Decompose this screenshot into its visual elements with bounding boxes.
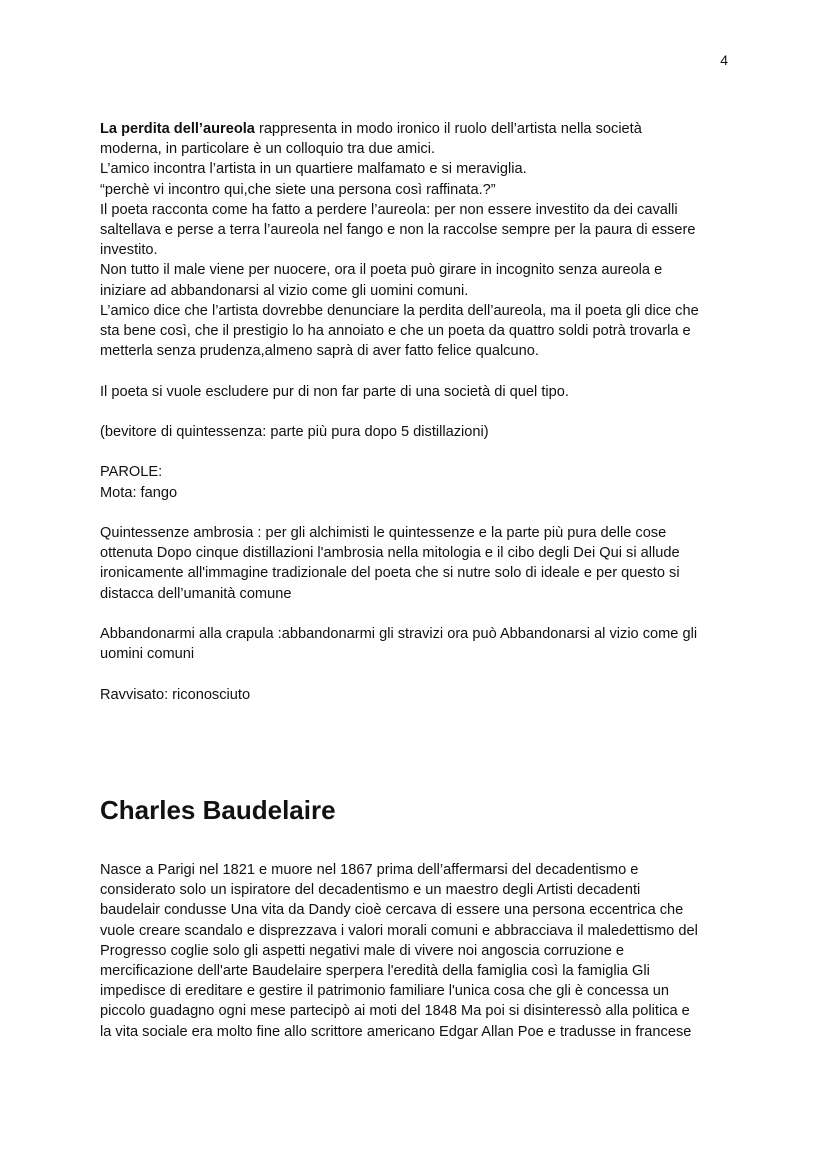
paragraph-line: la vita sociale era molto fine allo scrittore americano Edgar Allan Poe e tradusse in francese	[100, 1023, 692, 1040]
bold-title: La perdita dell’aureola	[100, 121, 255, 137]
section-heading: Charles Baudelaire	[100, 795, 336, 825]
paragraph-line: Ravvisato: riconosciuto	[100, 686, 251, 703]
paragraph-line: L’amico incontra l’artista in un quartiere malfamato e si meraviglia.	[100, 161, 527, 178]
paragraph-line: sta bene così, che il prestigio lo ha annoiato e che un poeta da quattro soldi potrà trovarla e	[100, 323, 691, 340]
paragraph-line: Non tutto il male viene per nuocere, ora il poeta può girare in incognito senza aureola e	[100, 262, 663, 279]
paragraph-line: Quintessenze ambrosia : per gli alchimisti le quintessenze e la parte più pura delle cose	[100, 525, 667, 541]
paragraph-line: ottenuta Dopo cinque distillazioni l'ambrosia nella mitologia e il cibo degli Dei Qui si allude	[100, 545, 680, 562]
paragraph-crapula	[100, 624, 740, 664]
paragraph-line: piccolo guadagno ogni mese partecipò ai moti del 1848 Ma poi si disinteressò alla politica e	[100, 1003, 690, 1020]
intro-text: rappresenta in modo ironico il ruolo dell’artista nella società	[254, 121, 642, 137]
paragraph-note	[100, 422, 740, 442]
paragraph-line: moderna, in particolare è un colloquio tra due amici.	[100, 141, 436, 158]
paragraph-line: “perchè vi incontro qui,che siete una persona così raffinata.?”	[100, 181, 496, 198]
paragraph-line: distacca dell’umanità comune	[100, 585, 292, 602]
paragraph-line: Abbandonarmi alla crapula :abbandonarmi gli stravizi ora può Abbandonarsi al vizio come gli	[100, 626, 698, 642]
paragraph-line: saltellava e perse a terra l’aureola nel fango e non la raccolse sempre per la paura di essere	[100, 222, 696, 239]
paragraph-line: investito.	[100, 242, 158, 259]
paragraph-line: (bevitore di quintessenza: parte più pura dopo 5 distillazioni)	[100, 424, 489, 441]
paragraph-intro	[100, 119, 740, 361]
paragraph-line: impedisce di ereditare e gestire il patrimonio familiare l'unica cosa che gli è concessa un	[100, 983, 669, 1000]
word-list-heading: PAROLE:	[100, 464, 163, 481]
paragraph-line: L’amico dice che l’artista dovrebbe denunciare la perdita dell’aureola, ma il poeta gli dice che	[100, 302, 699, 319]
paragraph-quintessenze	[100, 523, 740, 604]
paragraph-line: Il poeta si vuole escludere pur di non far parte di una società di quel tipo.	[100, 383, 569, 400]
paragraph-line: baudelair condusse Una vita da Dandy cioè cercava di essere una persona eccentrica che	[100, 902, 684, 919]
paragraph-line: mercificazione dell'arte Baudelaire sperpera l'eredità della famiglia così la famiglia Gli	[100, 963, 650, 980]
paragraph-line: metterla senza prudenza,almeno saprà di aver fatto felice qualcuno.	[100, 343, 539, 360]
paragraph-line: Il poeta racconta come ha fatto a perdere l’aureola: per non essere investito da dei cavalli	[100, 201, 678, 218]
paragraph-line: Progresso coglie solo gli aspetti negativi male di vivere noi angoscia corruzione e	[100, 942, 625, 959]
paragraph-line: ironicamente all'immagine tradizionale del poeta che si nutre solo di ideale e per questo si	[100, 565, 680, 582]
paragraph-ravvisato	[100, 685, 740, 705]
paragraph-line	[100, 119, 740, 139]
paragraph-biography	[100, 860, 740, 1042]
section-la-perdita-dell-aureola	[100, 119, 740, 705]
paragraph-line: Nasce a Parigi nel 1821 e muore nel 1867 prima dell’affermarsi del decadentismo e	[100, 862, 639, 878]
word-definition: Mota: fango	[100, 484, 178, 501]
paragraph-line: iniziare ad abbandonarsi al vizio come gli uomini comuni.	[100, 282, 469, 299]
paragraph-line: uomini comuni	[100, 646, 195, 663]
paragraph-exclusion	[100, 382, 740, 402]
word-list	[100, 462, 740, 502]
paragraph-line: considerato solo un ispiratore del decadentismo e un maestro degli Artisti decadenti	[100, 882, 641, 899]
page-number: 4	[720, 52, 728, 68]
paragraph-line: vuole creare scandalo e disprezzava i valori morali comuni e abbracciava il maledettismo del	[100, 922, 698, 939]
